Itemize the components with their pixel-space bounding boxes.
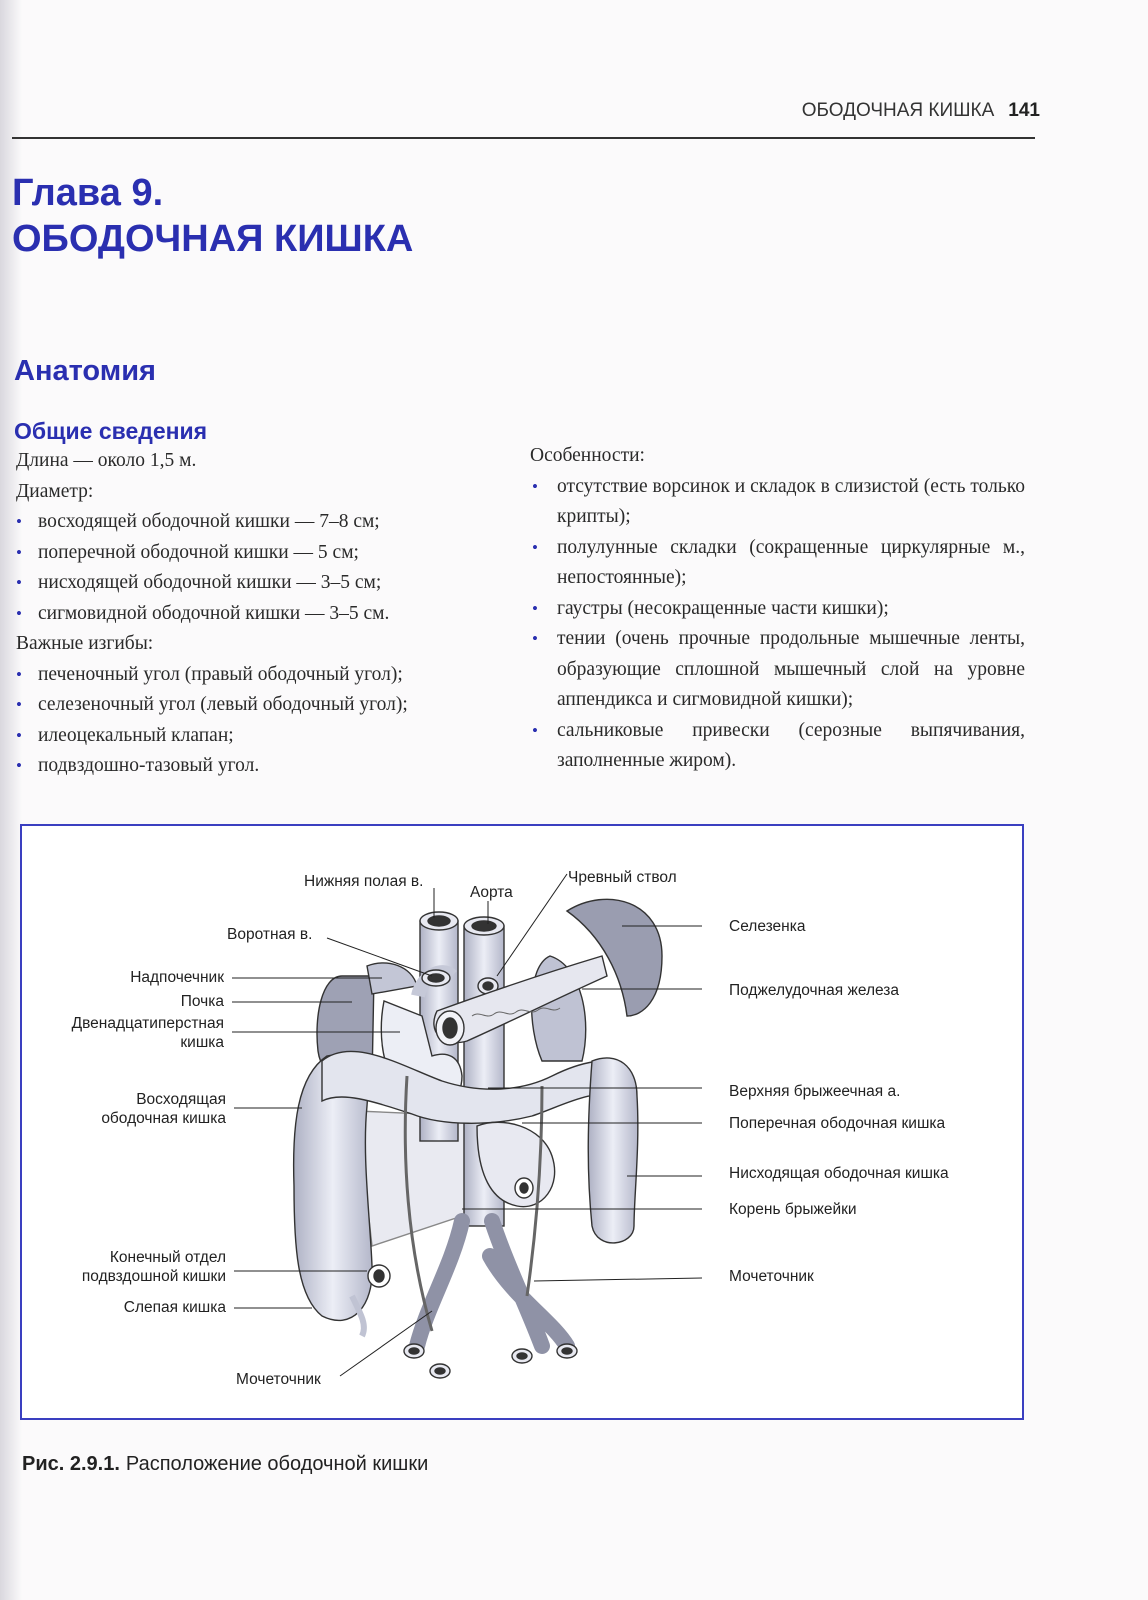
caption-text: Расположение ободочной кишки [125,1453,429,1475]
diameter-list [16,507,506,629]
label-duodenum-line2: кишка [180,1034,224,1051]
label-duodenum [42,1014,224,1052]
label-ascending-line1: Восходящая [136,1091,226,1108]
list-item: • тении (очень прочные продольные мышечные ленты, образующие сплошной мышечный слой на уровне аппендикса и сигмовидной кишки); [530,624,1025,716]
right-column [530,441,1025,777]
label-ileum-line1: Конечный отдел [109,1249,226,1266]
diameter-label: Диаметр: [16,480,94,502]
subsection-title: Общие сведения [14,418,208,444]
label-portal-vein: Воротная в. [227,926,313,943]
list-item: • отсутствие ворсинок и складок в слизистой (есть только крипты); [530,472,1025,533]
bends-list [16,660,506,782]
leader-line [534,1278,702,1281]
chapter-title [12,170,413,262]
label-ascending-colon [62,1090,226,1128]
anatomy-figure [20,824,1024,1420]
list-item: • сальниковые привески (серозные выпячивания, заполненные жиром). [530,716,1025,777]
label-celiac-trunk: Чревный ствол [568,869,677,886]
running-title: ОБОДОЧНАЯ КИШКА [801,100,995,121]
list-item: • илеоцекальный клапан; [16,721,506,752]
descending-colon [588,1058,638,1243]
page-number: 141 [1008,100,1040,121]
label-terminal-ileum [42,1248,226,1286]
running-header [700,100,1040,122]
chapter-name: ОБОДОЧНАЯ КИШКА [12,218,414,260]
label-descending-colon: Нисходящая ободочная кишка [729,1165,949,1182]
list-item: • селезеночный угол (левый ободочный угол); [16,690,506,721]
length-text: Длина — около 1,5 м. [16,450,197,471]
list-item: • полулунные складки (сокращенные циркулярные м., непостоянные); [530,533,1025,594]
iliac-vessels [417,1221,567,1346]
chapter-number: Глава 9. [12,172,164,214]
label-mesentery-root: Корень брыжейки [729,1201,857,1218]
list-item: • подвздошно-тазовый угол. [16,751,506,782]
label-transverse-colon: Поперечная ободочная кишка [729,1115,946,1132]
label-ureter-right: Мочеточник [236,1371,321,1388]
figure-caption [22,1453,428,1476]
label-adrenal: Надпочечник [130,969,224,986]
label-spleen: Селезенка [729,918,806,935]
label-sma: Верхняя брыжеечная а. [729,1083,901,1100]
caption-number: Рис. 2.9.1. [22,1453,120,1475]
list-item: • поперечной ободочной кишки — 5 см; [16,538,506,569]
list-item: • восходящей ободочной кишки — 7–8 см; [16,507,506,538]
features-list [530,472,1025,777]
list-item: • печеночный угол (правый ободочный угол); [16,660,506,691]
label-ivc: Нижняя полая в. [304,873,424,890]
label-ureter-left: Мочеточник [729,1268,814,1285]
label-duodenum-line1: Двенадцатиперстная [71,1015,224,1032]
section-title: Анатомия [14,355,156,387]
label-aorta: Аорта [470,884,513,901]
features-label: Особенности: [530,445,645,466]
header-rule [12,137,1035,139]
list-item: • нисходящей ободочной кишки — 3–5 см; [16,568,506,599]
left-column [16,446,506,782]
list-item: • гаустры (несокращенные части кишки); [530,594,1025,625]
label-pancreas: Поджелудочная железа [729,982,900,999]
label-kidney: Почка [180,993,224,1010]
list-item: • сигмовидной ободочной кишки — 3–5 см. [16,599,506,630]
label-cecum: Слепая кишка [123,1299,226,1316]
label-ileum-line2: подвздошной кишки [81,1268,226,1285]
label-ascending-line2: ободочная кишка [101,1110,226,1127]
bends-label: Важные изгибы: [16,633,154,654]
